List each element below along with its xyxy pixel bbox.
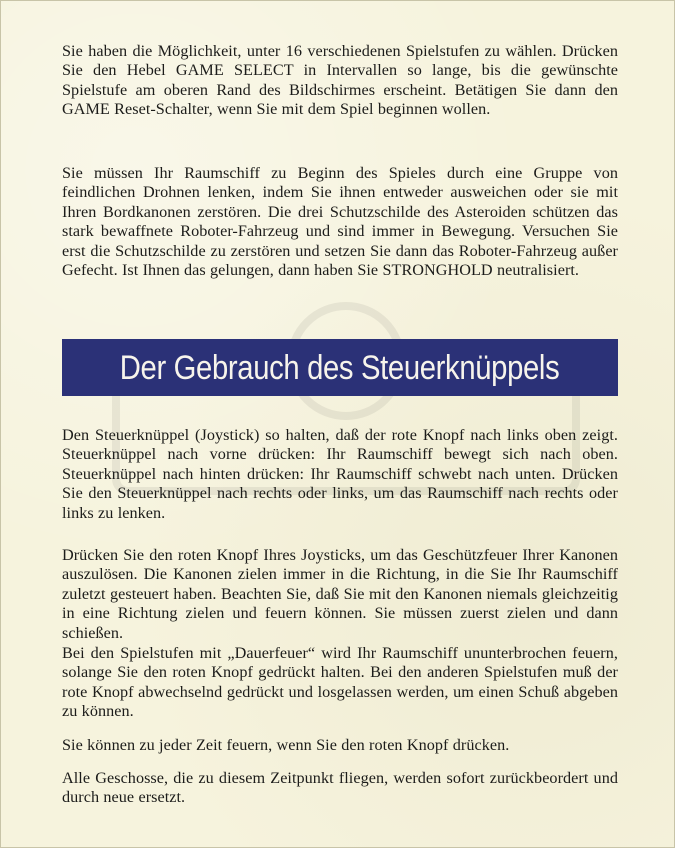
paragraph-projectiles-recalled: Alle Geschosse, die zu diesem Zeitpunkt fliegen, werden sofort zurückbeordert und durch neue ersetzt. bbox=[62, 769, 618, 807]
paragraph-fire-anytime: Sie können zu jeder Zeit feuern, wenn Sie den roten Knopf drücken. bbox=[62, 736, 510, 754]
paragraph-game-select: Sie haben die Möglichkeit, unter 16 verschiedenen Spielstufen zu wählen. Drücken Sie den Hebel GAME SELECT in Intervallen so lange, bis die gewünschte Spielstufe am oberen Rand des Bildschirmes erscheint. Betätigen Sie dann den GAME Reset-Schalter, wenn Sie mit dem Spiel beginnen wollen. bbox=[62, 42, 618, 119]
section-heading-bar bbox=[62, 339, 618, 396]
paragraph-gameplay-description: Sie müssen Ihr Raumschiff zu Beginn des Spieles durch eine Gruppe von feindlichen Drohnen lenken, indem Sie ihnen entweder ausweichen oder sie mit Ihren Bordkanonen zerstören. Die drei Schutzschilde des Asteroiden schützen das stark bewaffnete Roboter-Fahrzeug und sind immer in Bewegung. Versuchen Sie erst die Schutzschilde zu zerstören und setzen Sie dann das Roboter-Fahrzeug außer Gefecht. Ist Ihnen das gelungen, dann haben Sie STRONGHOLD neutralisiert. bbox=[62, 164, 618, 280]
paragraph-fire-button: Drücken Sie den roten Knopf Ihres Joysticks, um das Geschützfeuer Ihrer Kanonen auszulösen. Die Kanonen zielen immer in die Richtung, in die Sie Ihr Raumschiff zuletzt gesteuert haben. Beachten Sie, daß Sie mit den Kanonen niemals gleichzeitig in eine Richtung zielen und feuern können. Sie müssen zuerst zielen und dann schießen. bbox=[62, 546, 618, 642]
paragraph-joystick-handling: Den Steuerknüppel (Joystick) so halten, daß der rote Knopf nach links oben zeigt. Steuerknüppel nach vorne drücken: Ihr Raumschiff bewegt sich nach oben. Steuerknüppel nach hinten drücken: Ihr Raumschiff schwebt nach unten. Drücken Sie den Steuerknüppel nach rechts oder links, um das Raumschiff nach rechts oder links zu lenken. bbox=[62, 426, 618, 522]
paragraph-continuous-fire: Bei den Spielstufen mit „Dauerfeuer“ wird Ihr Raumschiff ununterbrochen feuern, solange Sie den roten Knopf gedrückt halten. Bei den anderen Spielstufen muß der rote Knopf abwechselnd gedrückt und losgelassen werden, um einen Schuß abgeben zu können. bbox=[62, 644, 618, 721]
section-heading: Der Gebrauch des Steuerknüppels bbox=[120, 349, 560, 387]
